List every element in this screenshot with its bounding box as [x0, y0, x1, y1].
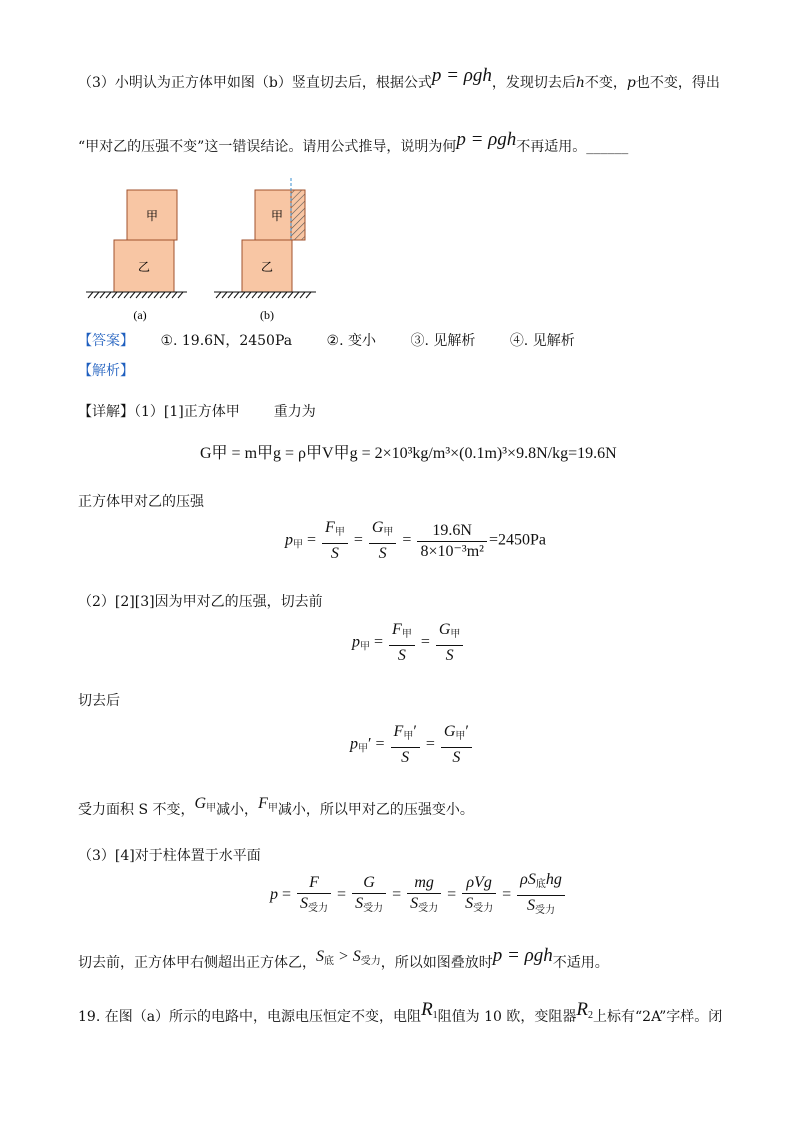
after-cut-formula: $p_甲'$ = $\frac{F_甲'}{S}$ = $\frac{G_甲'}{S}$ — [350, 722, 474, 768]
column-pressure-formula: p = $\frac{F}{S_{受力}}$ = $\frac{G}{S_{受力}}$ = $\frac{mg}{S_{受力}}$ = $\frac{\text{ρVg}}{S_{受力}}$ = $\frac{\rho S_底hg}{S_{受力}}$ — [270, 870, 567, 921]
final-line: 切去前，正方体甲右侧超出正方体乙，$S_底 > S_{受力}$，所以如图叠放时p = ρgh不适用。 — [78, 945, 609, 971]
figure-b — [214, 178, 316, 322]
pressure-label: 正方体甲对乙的压强 — [78, 494, 204, 510]
answer-item-2: ②. 变小 — [326, 333, 376, 349]
answer-line — [78, 331, 575, 351]
pressure-denominator: 8×10⁻³m² — [420, 542, 484, 560]
pressure-result: =2450Pa — [488, 531, 546, 549]
before-cut-formula: $p_甲$ = $\frac{F_甲}{S}$ = $\frac{G_甲}{S}$ — [352, 620, 465, 666]
question-3-line-2: “甲对乙的压强不变”这一错误结论。请用公式推导，说明为何p = ρgh不再适用。______ — [78, 129, 629, 155]
question-3-line-1: （3）小明认为正方体甲如图（b）竖直切去后，根据公式p = ρgh，发现切去后h不变，p也不变，得出 — [78, 65, 720, 91]
cube-yi-b-label: 乙 — [260, 260, 274, 274]
formula-p-rho-g-h: p = ρgh — [431, 65, 492, 86]
cut-part-hatched — [291, 190, 305, 240]
answer-item-3: ③. 见解析 — [410, 333, 476, 349]
cube-yi-a-label: 乙 — [137, 260, 151, 274]
cube-stack-figure — [80, 178, 330, 323]
caption-b: (b) — [260, 308, 274, 322]
cube-jia-a-label: 甲 — [145, 209, 159, 223]
caption-a: (a) — [133, 308, 147, 322]
after-cut-label: 切去后 — [78, 693, 120, 709]
part2-label: （2）[2][3]因为甲对乙的压强，切去前 — [78, 594, 323, 610]
conclusion-line: 受力面积 S 不变，$G_甲$减小，$F_甲$减小，所以甲对乙的压强变小。 — [78, 795, 474, 818]
part3-label: （3）[4]对于柱体置于水平面 — [78, 848, 261, 864]
cube-jia-b-label: 甲 — [270, 209, 284, 223]
pressure-formula: $p_甲$ = $\frac{F_甲}{S}$ = $\frac{G_甲}{S}$ = $\frac{19.6N}{\text{8×10⁻³m²}}$ =2450Pa — [285, 519, 546, 562]
analysis-tag: 【解析】 — [78, 363, 134, 379]
answer-tag: 【答案】 — [78, 333, 134, 349]
answer-blank: ______ — [586, 139, 629, 155]
figure-a — [86, 190, 187, 322]
answer-item-4: ④. 见解析 — [509, 333, 575, 349]
detail-intro: 【详解】（1）[1]正方体甲 重力为 — [78, 404, 316, 420]
question-19-line: 19. 在图（a）所示的电路中，电源电压恒定不变，电阻$R_1$阻值为 10 欧，变阻器$R_2$上标有“2A”字样。闭 — [78, 999, 723, 1025]
gravity-formula: G甲 = m甲g = ρ甲V甲g = 2×10³kg/m³×(0.1m)³×9.8N/kg=19.6N — [200, 445, 617, 462]
formula-p-rho-g-h-2: p = ρgh — [456, 129, 517, 150]
answer-item-1: ①. 19.6N，2450Pa — [160, 333, 293, 349]
detail-tag: 【详解】 — [78, 404, 134, 420]
pressure-numerator: 19.6N — [417, 521, 487, 542]
